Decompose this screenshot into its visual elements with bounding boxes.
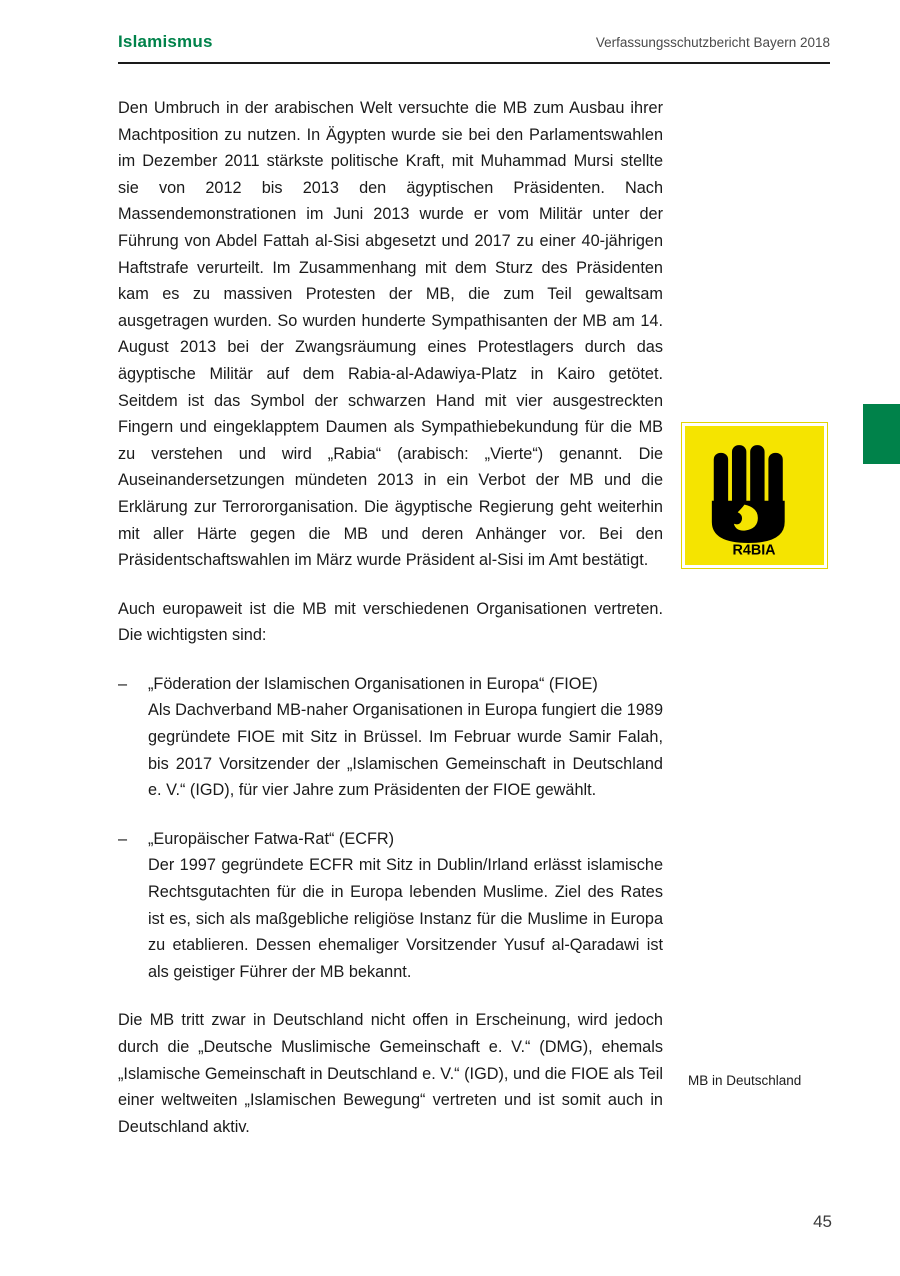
figure-rabia-logo — [682, 423, 827, 568]
margin-accent-tab — [863, 404, 900, 464]
list-dash-icon: – — [118, 674, 128, 693]
paragraph-1: Den Umbruch in der arabischen Welt versuchte die MB zum Ausbau ihrer Machtposition zu nutzen. In Ägypten wurde sie bei den Parlamentswahlen im Dezember 2011 stärkste politische Kraft, mit Muhammad Mursi stellte sie von 2012 bis 2013 den ägyptischen Präsidenten. Nach Massendemonstrationen im Juni 2013 wurde er vom Militär unter der Führung von Abdel Fattah al-Sisi abgesetzt und 2017 zu einer 40-jährigen Haftstrafe verurteilt. Im Zusammenhang mit dem Sturz des Präsidenten kam es zu massiven Protesten der MB, die zum Teil gewaltsam ausgetragen wurden. So wurden hunderte Sympathisanten der MB am 14. August 2013 bei der Zwangsräumung eines Protestlagers durch das ägyptische Militär auf dem Rabia-al-Adawiya-Platz in Kairo getötet. Seitdem ist das Symbol der schwarzen Hand mit vier ausgestreckten Fingern und eingeklapptem Daumen als Sympathiebekundung für die MB zu verstehen und wird „Rabia“ (arabisch: „Vierte“) genannt. Die Auseinandersetzungen mündeten 2013 in ein Verbot der MB und die Erklärung zur Terrororganisation. Die ägyptische Regierung geht weiterhin mit aller Härte gegen die MB und deren Anhänger vor. Bei den Präsidentschaftswahlen im März wurde Präsident al-Sisi im Amt bestätigt. — [118, 99, 663, 570]
page-header — [118, 32, 830, 52]
list-item-text: Der 1997 gegründete ECFR mit Sitz in Dublin/Irland erlässt islamische Rechtsgutachten für die in Europa lebenden Muslime. Ziel des Rates ist es, sich als maßgebliche religiöse Instanz für die Muslime in Europa zu etablieren. Dessen ehemaliger Vorsitzender Yusuf al-Qaradawi ist als geistiger Führer der MB bekannt. — [148, 856, 663, 981]
figure-caption: MB in Deutschland — [688, 1073, 802, 1088]
rabia-hand-icon — [682, 423, 827, 568]
paragraph-2: Auch europaweit ist die MB mit verschiedenen Organisationen vertreten. Die wichtigsten sind: — [118, 599, 663, 645]
list-item-title: „Europäischer Fatwa-Rat“ (ECFR) — [148, 829, 395, 848]
page-number: 45 — [813, 1212, 832, 1231]
list-item-text: Als Dachverband MB-naher Organisationen in Europa fungiert die 1989 gegründete FIOE mit Sitz in Brüssel. Im Februar wurde Samir Falah, bis 2017 Vorsitzender der „Islamischen Gemeinschaft in Deutschland e. V.“ (IGD), für vier Jahre zum Präsidenten der FIOE gewählt. — [148, 701, 663, 800]
header-divider — [118, 62, 830, 64]
list-item — [118, 826, 663, 986]
list-item — [118, 671, 663, 804]
paragraph-3: Die MB tritt zwar in Deutschland nicht offen in Erscheinung, wird jedoch durch die „Deutsche Muslimische Gemeinschaft e. V.“ (DMG), ehemals „Islamische Gemeinschaft in Deutschland e. V.“ (IGD), und die FIOE als Teil einer weltweiten „Islamischen Bewegung“ vertreten und ist somit auch in Deutschland aktiv. — [118, 1011, 663, 1136]
header-section-title: Islamismus — [118, 32, 213, 51]
list-dash-icon: – — [118, 829, 128, 848]
list-item-title: „Föderation der Islamischen Organisationen in Europa“ (FIOE) — [148, 674, 598, 693]
organization-list — [118, 671, 663, 986]
main-text-column — [118, 95, 663, 1140]
header-report-title: Verfassungsschutzbericht Bayern 2018 — [595, 35, 830, 50]
svg-text:R4BIA: R4BIA — [732, 542, 776, 559]
